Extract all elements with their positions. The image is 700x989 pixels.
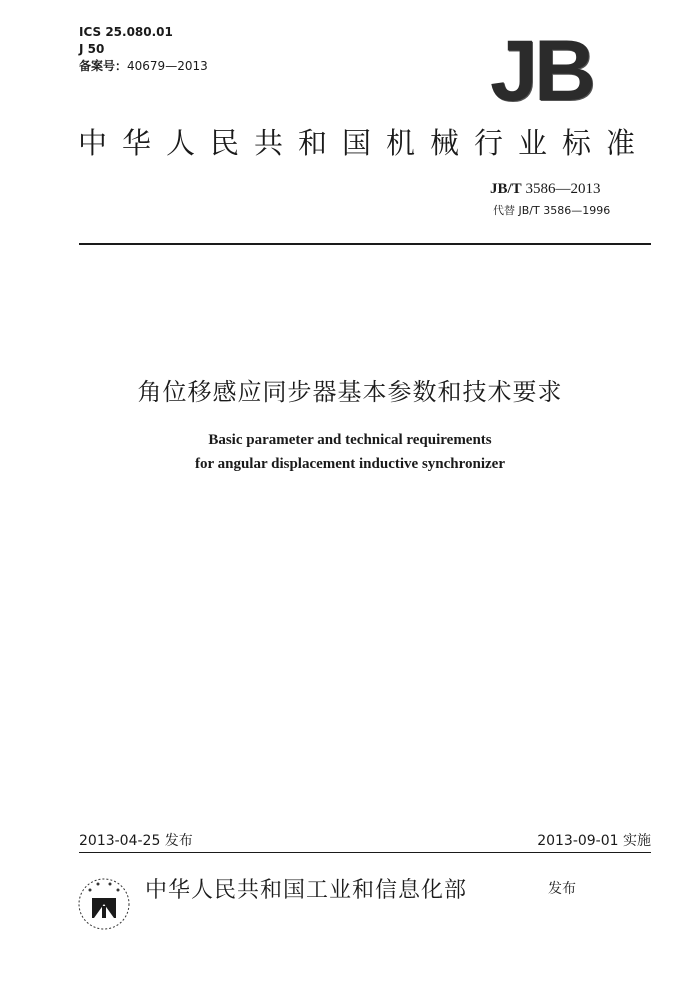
- document-title-en-line2: for angular displacement inductive synchronizer: [194, 456, 505, 472]
- document-title-cn: 角位移感应同步器基本参数和技术要求: [137, 378, 563, 406]
- top-divider: [79, 243, 651, 245]
- bottom-divider: [79, 852, 651, 853]
- replaces-standard: 代替 JB/T 3586—1996: [493, 204, 611, 217]
- ministry-emblem-icon: [76, 876, 132, 932]
- jb-logo: JB: [490, 23, 592, 119]
- standard-number-prefix: JB/T: [490, 181, 522, 197]
- standard-number: [490, 181, 600, 198]
- record-number: [79, 58, 208, 74]
- standard-title: 中华人民共和国机械行业标准: [77, 126, 650, 160]
- record-value: 40679—2013: [127, 59, 208, 73]
- document-title-en-line1: Basic parameter and technical requirements: [208, 432, 492, 448]
- implementation-date: 2013-09-01 实施: [537, 833, 651, 849]
- publish-label: 发布: [548, 881, 576, 897]
- record-label: 备案号：: [79, 59, 128, 73]
- ministry-name: 中华人民共和国工业和信息化部: [145, 878, 468, 903]
- standard-number-value: 3586—2013: [525, 181, 601, 197]
- issue-date: 2013-04-25 发布: [79, 833, 193, 849]
- j-code: J 50: [79, 42, 105, 56]
- ics-code: ICS 25.080.01: [79, 25, 173, 39]
